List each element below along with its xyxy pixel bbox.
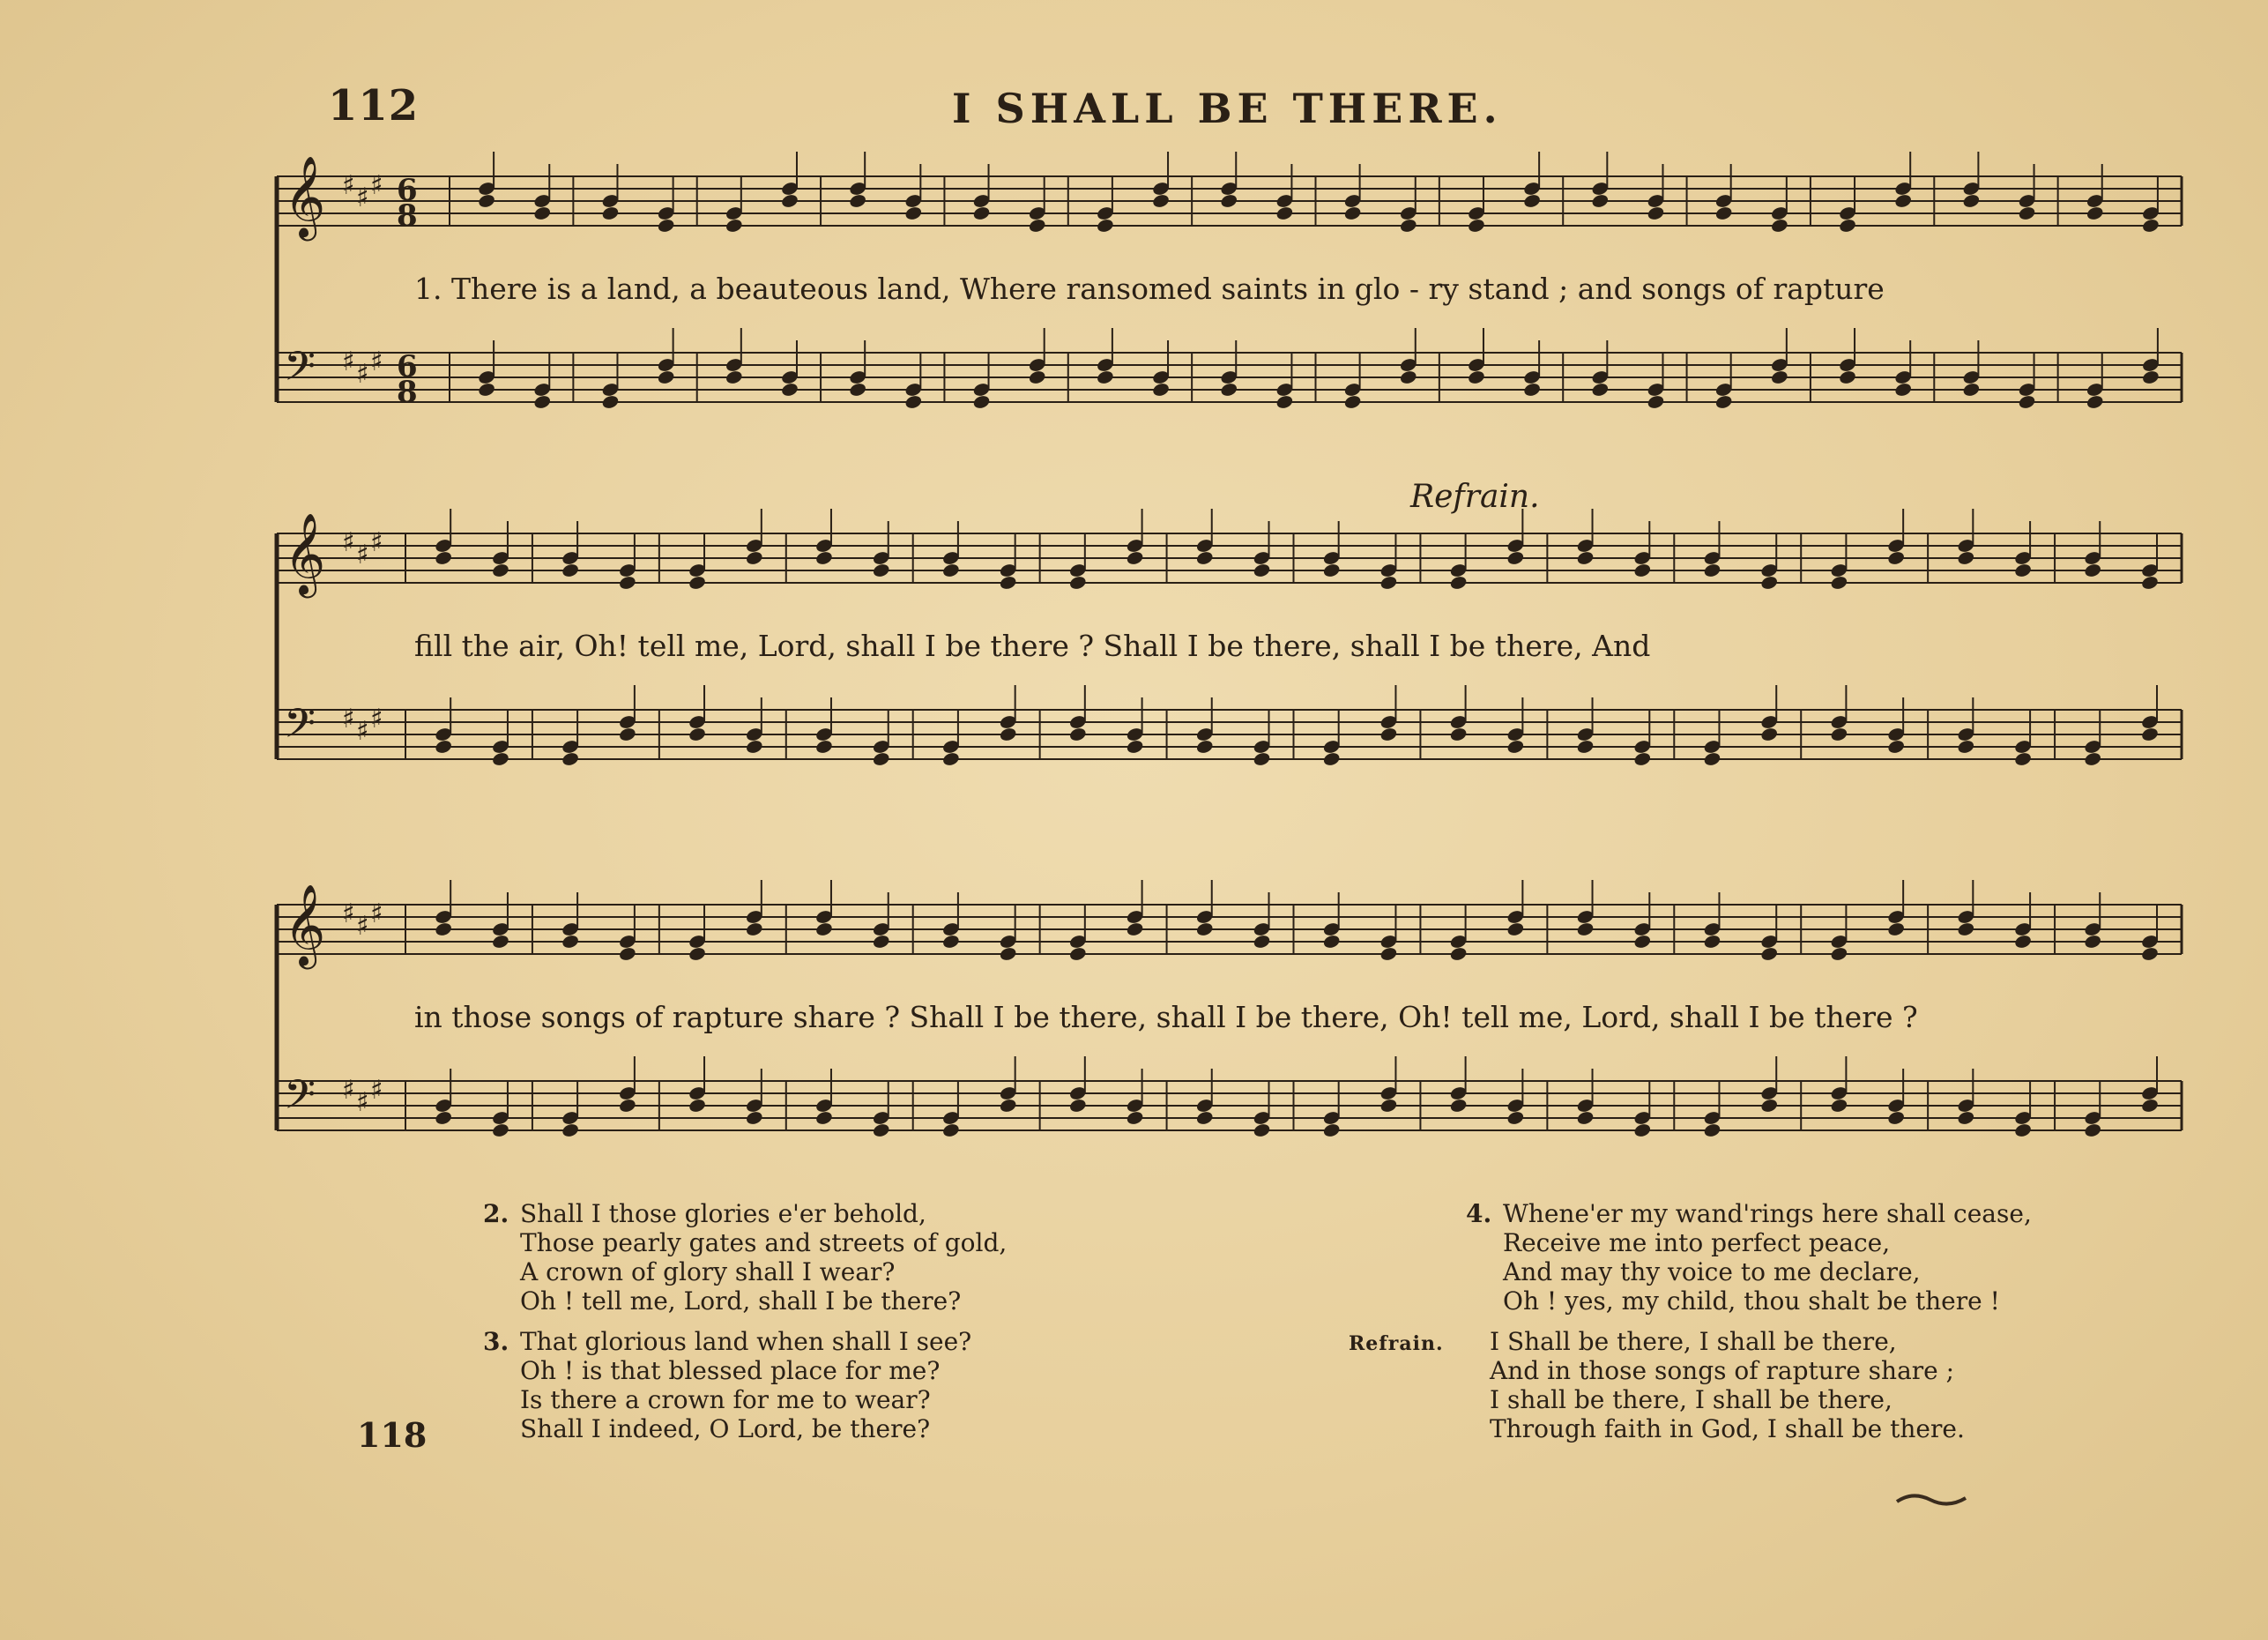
note-head (1379, 946, 1398, 962)
note-head (533, 205, 552, 221)
note-head (1830, 946, 1848, 962)
sharp-icon: ♯ (370, 347, 383, 377)
verse-line: And may thy voice to me declare, (1503, 1257, 1921, 1286)
note-head (1962, 193, 1981, 209)
note-head (1506, 739, 1525, 755)
note-head (1962, 382, 1981, 398)
note-head (1522, 193, 1541, 209)
note-head (1647, 394, 1665, 410)
note-head (745, 1110, 763, 1126)
note-head (1275, 394, 1294, 410)
note-head (491, 751, 509, 767)
note-head (1703, 751, 1721, 767)
treble-clef-icon: 𝄞 (284, 155, 326, 237)
note-head (491, 563, 509, 578)
note-head (745, 921, 763, 937)
verse-number: 3. (483, 1327, 509, 1356)
bass-clef-icon: 𝄢 (284, 700, 316, 757)
sharp-icon: ♯ (342, 704, 355, 734)
note-head (904, 205, 923, 221)
note-head (1195, 1110, 1214, 1126)
note-head (1838, 218, 1856, 234)
bass-clef-icon: 𝄢 (284, 1071, 316, 1129)
verse-line: Oh ! yes, my child, thou shalt be there ! (1503, 1286, 2000, 1316)
note-head (1703, 1122, 1721, 1138)
note-head (1633, 1122, 1652, 1138)
refrain-text (1349, 1327, 1965, 1443)
note-head (780, 382, 799, 398)
note-head (1886, 550, 1905, 566)
note-head (601, 205, 620, 221)
sharp-icon: ♯ (356, 540, 369, 570)
note-head (1957, 550, 1975, 566)
note-head (1126, 921, 1144, 937)
note-head (814, 739, 833, 755)
note-head (1151, 193, 1170, 209)
note-head (1894, 382, 1913, 398)
note-head (745, 550, 763, 566)
sharp-icon: ♯ (342, 347, 355, 377)
note-head (941, 751, 960, 767)
note-head (1886, 921, 1905, 937)
note-head (745, 739, 763, 755)
footer-number: 118 (357, 1415, 428, 1455)
note-head (1506, 550, 1525, 566)
note-head (657, 218, 675, 234)
note-head (561, 563, 579, 578)
note-head (1714, 394, 1733, 410)
note-head (2013, 563, 2032, 578)
note-head (434, 739, 452, 755)
note-head (2084, 934, 2102, 950)
note-head (561, 934, 579, 950)
staff-system-1 (273, 155, 2195, 467)
note-head (1894, 193, 1913, 209)
note-head (1957, 1110, 1975, 1126)
note-head (1506, 1110, 1525, 1126)
verse-2 (483, 1199, 1008, 1316)
sharp-icon: ♯ (356, 911, 369, 942)
note-head (872, 1122, 890, 1138)
verse-number: 2. (483, 1199, 509, 1228)
note-head (1068, 1098, 1087, 1114)
note-head (941, 563, 960, 578)
note-head (1760, 727, 1779, 742)
note-head (688, 575, 706, 591)
verse-line: I shall be there, I shall be there, (1490, 1385, 1892, 1414)
note-head (1576, 550, 1595, 566)
staff-system-3 (273, 883, 2195, 1196)
note-head (1449, 1098, 1468, 1114)
sharp-icon: ♯ (370, 1075, 383, 1106)
note-head (2018, 205, 2036, 221)
note-head (1449, 727, 1468, 742)
verse-line: Oh ! is that blessed place for me? (520, 1356, 941, 1385)
note-head (1703, 934, 1721, 950)
note-head (2013, 934, 2032, 950)
note-head (1399, 369, 1417, 385)
note-head (999, 727, 1017, 742)
note-head (477, 193, 495, 209)
note-head (1830, 727, 1848, 742)
verse-line: A crown of glory shall I wear? (520, 1257, 896, 1286)
treble-clef-icon: 𝄞 (284, 512, 326, 594)
printer-mark (1895, 1484, 1983, 1510)
lyric-line-2: fill the air, Oh! tell me, Lord, shall I be there ? Shall I be there, shall I be there, And (414, 629, 1651, 663)
note-head (1126, 550, 1144, 566)
note-head (999, 1098, 1017, 1114)
verse-line: Receive me into perfect peace, (1503, 1228, 1891, 1257)
note-head (1449, 946, 1468, 962)
note-head (872, 563, 890, 578)
note-head (1399, 218, 1417, 234)
lyric-line-3: in those songs of rapture share ? Shall I be there, shall I be there, Oh! tell me, Lord, shall I be there ? (414, 1000, 1918, 1034)
note-head (1830, 1098, 1848, 1114)
note-head (477, 382, 495, 398)
note-head (434, 921, 452, 937)
note-head (2084, 563, 2102, 578)
refrain-label: Refrain. (1410, 479, 1540, 515)
note-head (1957, 921, 1975, 937)
note-head (1633, 934, 1652, 950)
time-signature-bottom: 8 (397, 375, 418, 410)
note-head (1322, 563, 1341, 578)
note-head (872, 751, 890, 767)
note-head (2013, 1122, 2032, 1138)
note-head (2018, 394, 2036, 410)
verse-line: Is there a crown for me to wear? (520, 1385, 931, 1414)
note-head (618, 1098, 636, 1114)
sharp-icon: ♯ (370, 704, 383, 734)
note-head (657, 369, 675, 385)
sharp-icon: ♯ (356, 1087, 369, 1118)
note-head (2140, 575, 2159, 591)
note-head (848, 382, 866, 398)
note-head (1322, 1122, 1341, 1138)
note-head (1195, 550, 1214, 566)
note-head (1126, 1110, 1144, 1126)
sharp-icon: ♯ (370, 527, 383, 558)
note-head (1379, 727, 1398, 742)
note-head (1591, 382, 1610, 398)
note-head (1379, 575, 1398, 591)
note-head (2141, 369, 2160, 385)
verse-number: 4. (1466, 1199, 1492, 1228)
note-head (1633, 751, 1652, 767)
note-head (2084, 1122, 2102, 1138)
note-head (972, 205, 991, 221)
note-head (814, 1110, 833, 1126)
note-head (1467, 369, 1485, 385)
note-head (434, 550, 452, 566)
music-system-2 (273, 479, 2195, 824)
hymn-title: I SHALL BE THERE. (952, 85, 1503, 132)
note-head (1028, 218, 1046, 234)
note-head (941, 934, 960, 950)
note-head (1195, 739, 1214, 755)
verse-4 (1466, 1199, 2032, 1316)
sharp-icon: ♯ (342, 170, 355, 201)
note-head (1886, 739, 1905, 755)
note-head (2140, 1098, 2159, 1114)
note-head (1576, 921, 1595, 937)
note-head (1068, 575, 1087, 591)
note-head (1703, 563, 1721, 578)
note-head (1506, 921, 1525, 937)
note-head (533, 394, 552, 410)
note-head (1647, 205, 1665, 221)
note-head (1343, 394, 1362, 410)
sharp-icon: ♯ (370, 170, 383, 201)
note-head (1576, 1110, 1595, 1126)
note-head (725, 369, 743, 385)
note-head (1760, 946, 1779, 962)
note-head (1343, 205, 1362, 221)
note-head (1760, 1098, 1779, 1114)
note-head (601, 394, 620, 410)
refrain-text-label: Refrain. (1349, 1332, 1444, 1355)
time-signature-top: 6 (397, 173, 418, 208)
note-head (561, 1122, 579, 1138)
verse-line: I Shall be there, I shall be there, (1490, 1327, 1897, 1356)
note-head (1838, 369, 1856, 385)
note-head (1126, 739, 1144, 755)
note-head (2086, 205, 2104, 221)
sharp-icon: ♯ (356, 716, 369, 747)
note-head (780, 193, 799, 209)
note-head (999, 575, 1017, 591)
note-head (1591, 193, 1610, 209)
note-head (1220, 382, 1238, 398)
note-head (1830, 575, 1848, 591)
note-head (1096, 218, 1114, 234)
sharp-icon: ♯ (370, 898, 383, 929)
note-head (1770, 369, 1788, 385)
note-head (1068, 727, 1087, 742)
note-head (904, 394, 923, 410)
note-head (941, 1122, 960, 1138)
note-head (1379, 1098, 1398, 1114)
verse-line: Those pearly gates and streets of gold, (520, 1228, 1008, 1257)
verse-3 (483, 1327, 972, 1443)
note-head (688, 1098, 706, 1114)
sharp-icon: ♯ (342, 898, 355, 929)
music-system-3 (273, 883, 2195, 1196)
bass-clef-icon: 𝄢 (284, 343, 316, 400)
verse-line: Shall I those glories e'er behold, (520, 1199, 926, 1228)
note-head (434, 1110, 452, 1126)
note-head (872, 934, 890, 950)
note-head (618, 727, 636, 742)
note-head (1275, 205, 1294, 221)
note-head (814, 921, 833, 937)
note-head (972, 394, 991, 410)
note-head (688, 727, 706, 742)
verse-line: Whene'er my wand'rings here shall cease, (1503, 1199, 2032, 1228)
sharp-icon: ♯ (342, 1075, 355, 1106)
note-head (618, 946, 636, 962)
note-head (1322, 934, 1341, 950)
note-head (2013, 751, 2032, 767)
note-head (2140, 727, 2159, 742)
note-head (1633, 563, 1652, 578)
note-head (1714, 205, 1733, 221)
verse-line: That glorious land when shall I see? (520, 1327, 972, 1356)
note-head (1770, 218, 1788, 234)
note-head (848, 193, 866, 209)
music-system-1 (273, 155, 2195, 467)
verse-line: Shall I indeed, O Lord, be there? (520, 1414, 931, 1443)
note-head (999, 946, 1017, 962)
note-head (491, 934, 509, 950)
note-head (1220, 193, 1238, 209)
verse-line: Through faith in God, I shall be there. (1490, 1414, 1965, 1443)
note-head (1957, 739, 1975, 755)
note-head (2086, 394, 2104, 410)
note-head (1576, 739, 1595, 755)
note-head (1253, 934, 1271, 950)
note-head (1467, 218, 1485, 234)
note-head (1151, 382, 1170, 398)
note-head (2140, 946, 2159, 962)
sharp-icon: ♯ (356, 183, 369, 213)
note-head (1028, 369, 1046, 385)
page-number: 112 (328, 81, 420, 130)
note-head (1253, 1122, 1271, 1138)
note-head (561, 751, 579, 767)
note-head (1096, 369, 1114, 385)
note-head (2141, 218, 2160, 234)
note-head (1322, 751, 1341, 767)
note-head (1449, 575, 1468, 591)
verse-line: Oh ! tell me, Lord, shall I be there? (520, 1286, 962, 1316)
verse-line: And in those songs of rapture share ; (1490, 1356, 1955, 1385)
note-head (814, 550, 833, 566)
lyric-line-1: 1. There is a land, a beauteous land, Where ransomed saints in glo - ry stand ; and songs of rapture (414, 272, 1885, 306)
note-head (2084, 751, 2102, 767)
note-head (725, 218, 743, 234)
note-head (618, 575, 636, 591)
note-head (1253, 563, 1271, 578)
note-head (491, 1122, 509, 1138)
note-head (1253, 751, 1271, 767)
note-head (1760, 575, 1779, 591)
sharp-icon: ♯ (356, 359, 369, 390)
note-head (1522, 382, 1541, 398)
note-head (1195, 921, 1214, 937)
treble-clef-icon: 𝄞 (284, 883, 326, 965)
time-signature-bottom: 8 (397, 198, 418, 234)
note-head (1886, 1110, 1905, 1126)
time-signature-top: 6 (397, 349, 418, 384)
note-head (688, 946, 706, 962)
sharp-icon: ♯ (342, 527, 355, 558)
staff-system-2 (273, 512, 2195, 824)
note-head (1068, 946, 1087, 962)
